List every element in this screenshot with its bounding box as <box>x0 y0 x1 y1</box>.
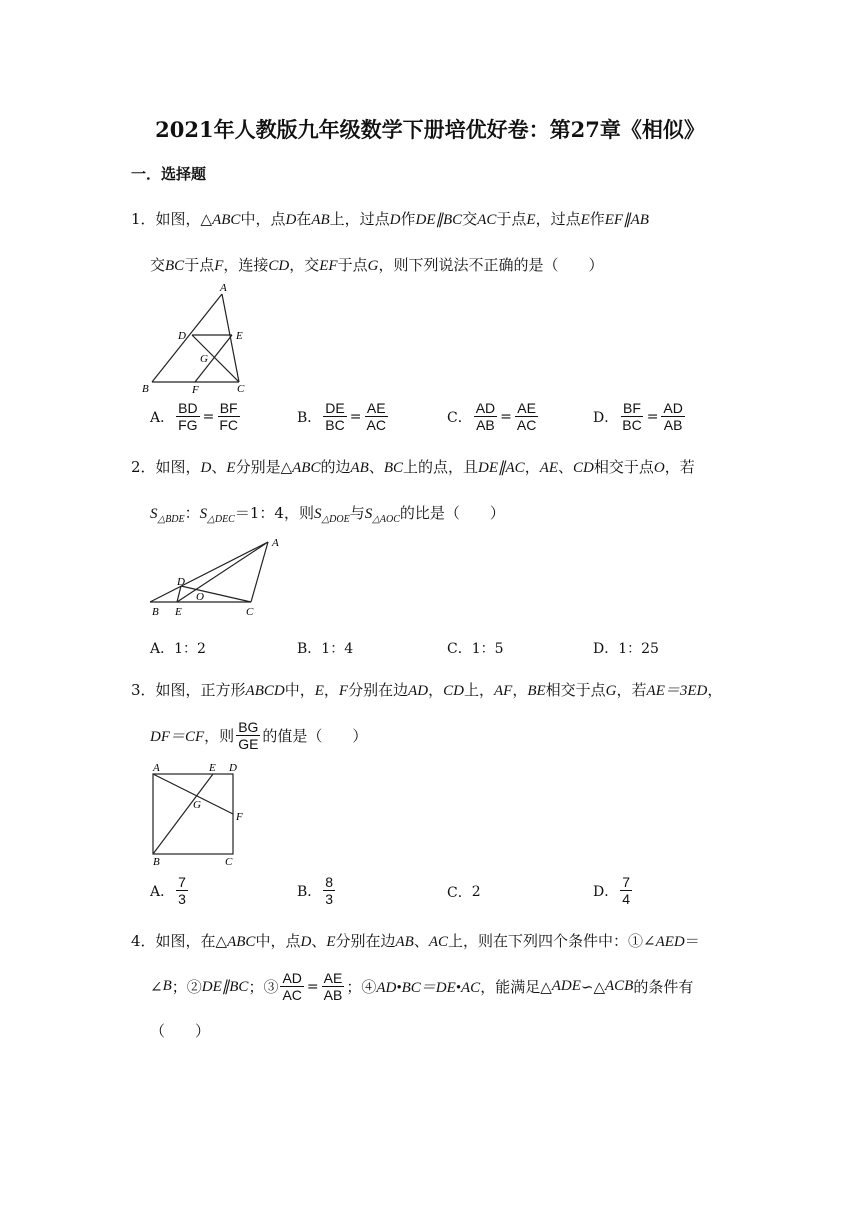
q3-square <box>153 774 233 854</box>
q1-label-f: F <box>192 384 199 396</box>
fraction <box>661 400 684 433</box>
q4-var: AB <box>395 934 414 950</box>
q3-text: 3．如图，正方形 <box>131 681 246 699</box>
option-text: 1：4 <box>321 641 354 657</box>
q3-text: ，则 <box>204 727 235 745</box>
q2-text: 上的点，且 <box>403 458 479 476</box>
q2-stem-line2 <box>150 502 505 523</box>
q1-text: ，过点 <box>535 210 581 228</box>
q2-var: DE∥AC <box>478 460 525 476</box>
denominator: 4 <box>622 891 631 907</box>
option-label: D． <box>593 641 619 657</box>
q4-var: B <box>162 978 172 994</box>
q3-label-b: B <box>153 856 160 868</box>
option-text: 1：25 <box>618 641 659 657</box>
fraction <box>620 874 632 907</box>
q2-var: ABC <box>292 460 321 476</box>
q3-text: 上， <box>463 681 494 699</box>
q4-text: ，能满足△ <box>480 978 552 996</box>
q2-subscript: △DEC <box>207 514 235 525</box>
q2-var: E <box>226 460 236 476</box>
fraction <box>364 400 387 433</box>
q1-var: BC <box>165 258 185 274</box>
q3-stem-line1 <box>131 679 722 700</box>
q1-var: D <box>389 212 401 228</box>
q2-var: CD <box>573 460 594 476</box>
option-label: A． <box>150 409 175 426</box>
q2-option-b[interactable] <box>297 638 353 658</box>
fraction <box>323 874 335 907</box>
numerator: AE <box>366 400 386 416</box>
q3-var: AD <box>408 683 429 699</box>
q2-option-a[interactable] <box>150 638 206 658</box>
option-label: D． <box>593 883 619 900</box>
q1-var: E <box>526 212 536 228</box>
numerator: BD <box>178 400 198 416</box>
q2-text: 2．如图， <box>131 458 201 476</box>
q3-text: ， <box>323 681 339 699</box>
q3-text: 的值是（ ） <box>262 727 368 745</box>
q4-text: 、 <box>311 932 327 950</box>
option-label: C． <box>447 641 472 657</box>
option-label: A． <box>150 641 175 657</box>
fraction <box>515 400 538 433</box>
q3-text: ，若 <box>616 681 647 699</box>
q3-text: ， <box>707 681 723 699</box>
denominator: FG <box>178 417 198 433</box>
q4-text: ；③ <box>248 978 279 996</box>
denominator: BC <box>622 417 642 433</box>
q1-text: ，连接 <box>223 256 269 274</box>
q1-text: ，交 <box>289 256 320 274</box>
numerator: BG <box>238 719 259 735</box>
q1-stem-line1 <box>131 208 649 229</box>
q1-text: 在 <box>296 210 312 228</box>
q3-label-d: D <box>229 762 237 774</box>
q4-var: AD•BC＝DE•AC <box>376 980 481 996</box>
option-label: C． <box>447 885 472 901</box>
q2-subscript: △AOC <box>372 514 400 525</box>
q1-text: ，则下列说法不正确的是（ ） <box>378 256 604 274</box>
q2-edge-cd <box>181 586 251 602</box>
q1-figure <box>140 280 260 398</box>
q3-var: ABCD <box>245 683 285 699</box>
q4-text: ；② <box>171 978 202 996</box>
q2-option-c[interactable] <box>447 638 504 658</box>
q1-text: 于点 <box>184 256 215 274</box>
numerator: AE <box>517 400 536 416</box>
denominator: AC <box>366 417 386 433</box>
q1-var: F <box>214 258 224 274</box>
q2-label-b: B <box>152 606 159 618</box>
numerator: 7 <box>178 874 186 890</box>
q2-label-e: E <box>175 606 182 618</box>
q2-var: BC <box>383 460 403 476</box>
q3-var: DF＝CF <box>150 729 205 745</box>
numerator: AE <box>323 970 343 986</box>
numerator: AD <box>663 400 683 416</box>
fraction <box>323 400 346 433</box>
q4-stem-line1 <box>131 930 700 951</box>
section-heading: 一．选择题 <box>131 165 207 183</box>
q3-label-g: G <box>193 799 201 811</box>
numerator: AD <box>282 970 302 986</box>
numerator: DE <box>325 400 345 416</box>
fraction <box>620 400 643 433</box>
q2-text: 、 <box>211 458 227 476</box>
q1-label-e: E <box>236 330 243 342</box>
q2-label-d: D <box>177 576 185 588</box>
q1-text: 中，点 <box>240 210 286 228</box>
fraction <box>236 719 260 752</box>
q1-label-g: G <box>200 353 208 365</box>
q1-var: EF <box>319 258 338 274</box>
q1-var: EF∥AB <box>604 212 649 228</box>
q3-text: ， <box>512 681 528 699</box>
q2-text: 相交于点 <box>593 458 654 476</box>
fraction <box>176 874 188 907</box>
q2-label-o: O <box>196 591 204 603</box>
option-text: 1：2 <box>174 641 206 657</box>
numerator: BF <box>219 400 238 416</box>
fraction <box>280 970 303 1003</box>
denominator: AB <box>323 987 343 1003</box>
q1-text: 作 <box>400 210 416 228</box>
q2-var: S <box>199 506 208 522</box>
q3-figure <box>143 760 253 868</box>
numerator: BF <box>623 400 641 416</box>
denominator: BC <box>325 417 345 433</box>
q3-var: AF <box>493 683 513 699</box>
q1-var: ABC <box>212 212 241 228</box>
q1-var: E <box>580 212 590 228</box>
option-label: D． <box>593 409 619 426</box>
q3-option-b[interactable] <box>297 874 337 907</box>
q3-var: CD <box>443 683 464 699</box>
q3-edge-be <box>153 774 213 854</box>
fraction <box>176 400 199 433</box>
q4-answer-blank: （ ） <box>150 1022 211 1040</box>
q3-option-d[interactable] <box>593 874 634 907</box>
q2-label-c: C <box>246 606 254 618</box>
q3-var: F <box>338 683 349 699</box>
q4-text: 、 <box>413 932 429 950</box>
q2-text: 的比是（ ） <box>399 504 505 522</box>
q2-text: 、 <box>558 458 574 476</box>
denominator: AC <box>516 417 537 433</box>
q2-text: ， <box>524 458 540 476</box>
q3-var: AE＝3ED <box>646 683 708 699</box>
q3-var: G <box>605 683 617 699</box>
q4-var: ADE <box>551 978 581 994</box>
q4-text: 的条件有 <box>633 978 694 996</box>
q1-option-c[interactable]: C． $\frac{AD}{AB}$ = $\frac{AE}{AC}$ <box>447 400 537 433</box>
q1-text: 交 <box>462 210 478 228</box>
q4-var: ACB <box>605 978 634 994</box>
numerator: 7 <box>622 874 631 890</box>
option-label: B． <box>297 409 322 426</box>
q2-subscript: △DOE <box>321 514 350 525</box>
q3-var: BE <box>527 683 546 699</box>
q1-edge-ab <box>152 294 222 382</box>
q2-var: AE <box>539 460 559 476</box>
q1-label-a: A <box>220 282 227 294</box>
q1-label-c: C <box>237 383 245 395</box>
q2-text: ，若 <box>664 458 695 476</box>
q1-text: 上，过点 <box>329 210 390 228</box>
q2-label-a: A <box>272 537 279 549</box>
option-label: B． <box>297 883 322 900</box>
q2-text: 、 <box>368 458 384 476</box>
option-label: C． <box>447 409 472 426</box>
q4-var: AC <box>428 934 449 950</box>
q1-var: DE∥BC <box>415 212 463 228</box>
q1-label-d: D <box>178 330 186 342</box>
q4-var: ABC <box>227 934 256 950</box>
option-text: 1：5 <box>471 641 504 657</box>
q1-var: D <box>285 212 297 228</box>
q4-text: 中，点 <box>255 932 301 950</box>
q3-option-a[interactable] <box>150 874 190 907</box>
fraction <box>322 970 345 1003</box>
q1-option-a[interactable]: A． $\frac{BD}{FG}$ = $\frac{BF}{FC}$ <box>150 400 238 433</box>
q3-text: 相交于点 <box>545 681 606 699</box>
q1-label-b: B <box>142 383 149 395</box>
q2-figure <box>140 530 300 622</box>
denominator: 3 <box>325 891 334 907</box>
q1-var: AC <box>477 212 497 228</box>
q4-text: ；④ <box>346 978 377 996</box>
q2-text: 与 <box>349 504 365 522</box>
numerator: AD <box>475 400 496 416</box>
q2-var: S <box>313 506 322 522</box>
q4-var: AED <box>655 934 685 950</box>
q3-option-c[interactable] <box>447 882 481 902</box>
q1-option-b[interactable]: B． $\frac{DE}{BC}$ = $\frac{AE}{AC}$ <box>297 400 386 433</box>
q3-label-a: A <box>153 762 160 774</box>
denominator: 3 <box>178 891 186 907</box>
q3-label-c: C <box>225 856 233 868</box>
option-text: 2 <box>471 884 481 900</box>
q3-label-e: E <box>209 762 216 774</box>
q1-text: 于点 <box>496 210 527 228</box>
q2-option-d[interactable] <box>593 638 659 658</box>
q1-text: 于点 <box>337 256 368 274</box>
q2-text: ： <box>184 504 200 522</box>
q4-var: DE∥BC <box>201 979 249 995</box>
option-label: A． <box>150 883 175 900</box>
q2-text: 的边 <box>320 458 351 476</box>
q3-stem-line2 <box>150 719 367 752</box>
q1-var: G <box>367 258 379 274</box>
q2-var: D <box>200 460 212 476</box>
q4-text: ∽△ <box>580 977 606 996</box>
q2-text: ＝1：4，则 <box>234 504 314 522</box>
q3-text: 分别在边 <box>348 681 409 699</box>
q1-text: 交 <box>150 256 166 274</box>
q3-var: E <box>314 683 324 699</box>
q3-text: ， <box>428 681 444 699</box>
q2-var: S <box>364 506 373 522</box>
q1-option-d[interactable]: D． $\frac{BF}{BC}$ = $\frac{AD}{AB}$ <box>593 400 683 433</box>
q2-stem-line1 <box>131 456 695 477</box>
q4-text: ∠ <box>150 977 163 996</box>
q3-text: 中， <box>284 681 315 699</box>
denominator: AC <box>282 987 302 1003</box>
q2-var: O <box>653 460 665 476</box>
denominator: AB <box>663 417 683 433</box>
option-label: B． <box>297 641 322 657</box>
q1-var: CD <box>268 258 290 274</box>
q1-stem-line2 <box>150 254 603 275</box>
q2-subscript: △BDE <box>157 514 185 525</box>
q4-text: 上，则在下列四个条件中：①∠ <box>448 932 656 950</box>
q4-text: 分别在边 <box>335 932 396 950</box>
page-title: 2021年人教版九年级数学下册培优好卷：第27章《相似》 <box>155 117 705 142</box>
q3-label-f: F <box>236 811 243 823</box>
q2-var: S <box>150 506 158 522</box>
denominator: FC <box>219 417 238 433</box>
numerator: 8 <box>325 874 334 890</box>
q1-var: AB <box>311 212 330 228</box>
q4-var: D <box>300 934 312 950</box>
fraction <box>474 400 497 433</box>
q4-stem-line2: ∠ B ；② DE∥BC ；③ $\frac{AD}{AC}$ = $\frac{AE}{AB}$ ；④ AD•BC＝DE•AC ，能满足△ ADE ∽△ ACB 的条件有 <box>150 970 694 1003</box>
q2-edge-ae <box>177 542 268 602</box>
q4-text: 4．如图，在△ <box>131 932 228 950</box>
fraction <box>217 400 240 433</box>
q2-var: AB <box>350 460 369 476</box>
denominator: GE <box>238 736 259 752</box>
q1-text: 作 <box>589 210 605 228</box>
q2-text: 分别是△ <box>235 458 293 476</box>
q4-text: ＝ <box>684 932 700 950</box>
q1-text: 1．如图，△ <box>131 210 213 228</box>
denominator: AB <box>476 417 495 433</box>
q4-var: E <box>326 934 336 950</box>
